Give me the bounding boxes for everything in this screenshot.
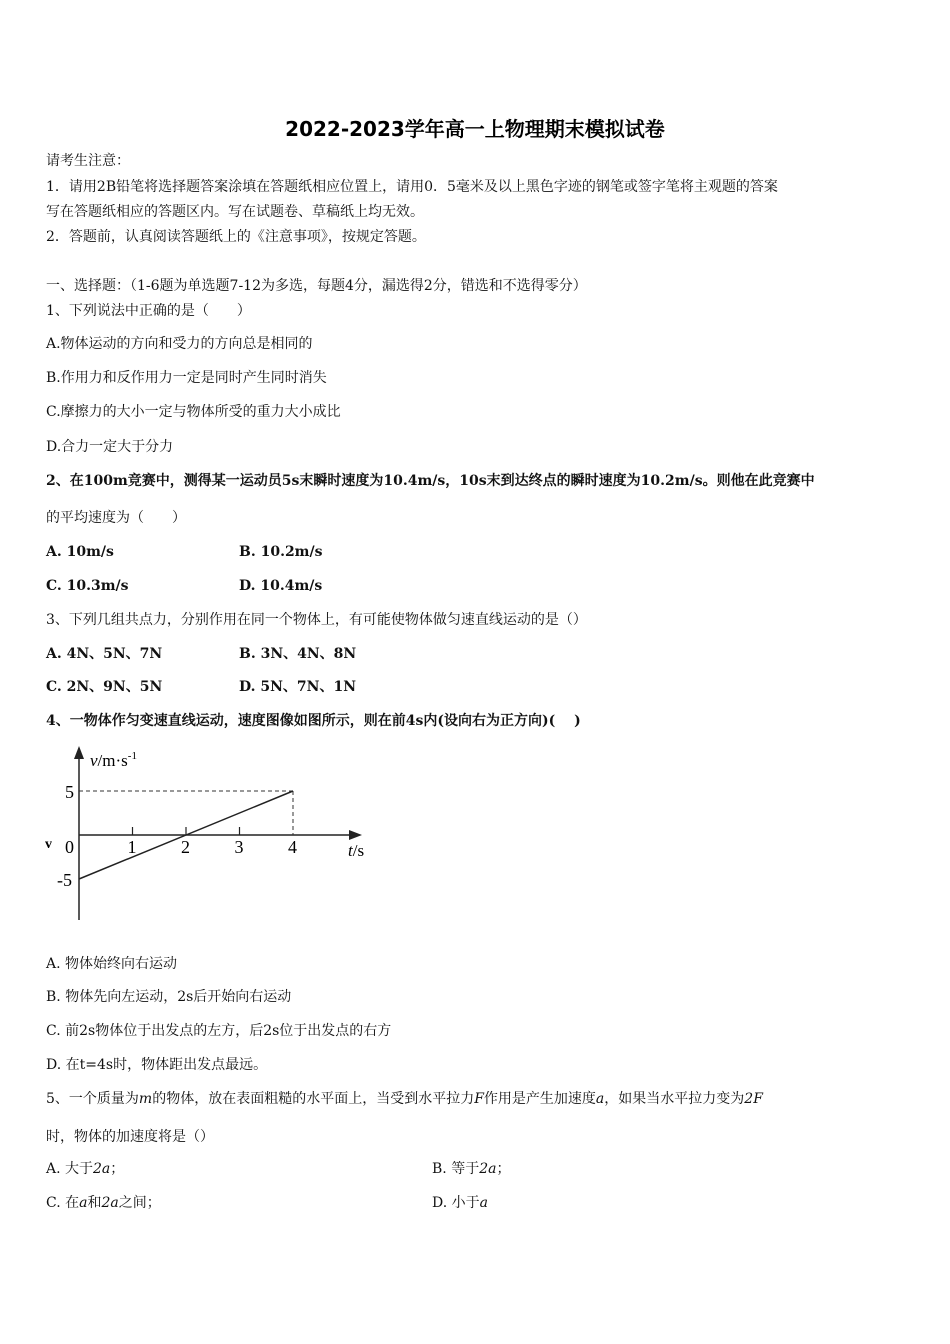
x-axis-label-main: t (348, 841, 353, 860)
x-axis-label-unit: /s (352, 841, 365, 860)
q1-option-c: C.摩擦力的大小一定与物体所受的重力大小成比 (46, 404, 341, 420)
y-axis-label-unit: /m·s (97, 751, 128, 770)
symbol-F: F (474, 1091, 484, 1107)
notice-item-1-line-2: 写在答题纸相应的答题区内。写在试题卷、草稿纸上均无效。 (46, 204, 424, 220)
q4-option-a: A. 物体始终向右运动 (46, 956, 178, 972)
q1-option-a: A.物体运动的方向和受力的方向总是相同的 (46, 336, 313, 352)
x-axis-label (348, 841, 364, 860)
graph-axes (57, 746, 365, 920)
x-axis-arrow-icon (349, 830, 362, 840)
q3-stem: 3、下列几组共点力，分别作用在同一个物体上，有可能使物体做匀速直线运动的是（） (46, 612, 587, 628)
notice-item-2: 2．答题前，认真阅读答题纸上的《注意事项》，按规定答题。 (46, 229, 426, 245)
q5-text-3: 作用是产生加速度 (483, 1091, 596, 1107)
q5-option-b-symbol: 2a (479, 1161, 497, 1177)
q2-option-a: A. 10m/s (46, 544, 114, 560)
q2-option-c: C. 10.3m/s (46, 578, 129, 594)
q1-option-b: B.作用力和反作用力一定是同时产生同时消失 (46, 370, 327, 386)
symbol-2F: 2F (744, 1091, 763, 1107)
q5-option-a-text: A. 大于 (46, 1161, 94, 1177)
x-tick-label: 2 (181, 837, 190, 857)
q5-option-c-symbol-1: a (79, 1195, 88, 1211)
symbol-m: m (138, 1091, 153, 1107)
q5-option-b (432, 1159, 510, 1179)
q3-option-c: C. 2N、9N、5N (46, 679, 163, 695)
notice-item-1-line-1: 1．请用2B铅笔将选择题答案涂填在答题纸相应位置上，请用0．5毫米及以上黑色字迹的钢笔或签字笔将主观题的答案 (46, 179, 778, 195)
q5-stem-line-2: 时，物体的加速度将是（） (46, 1129, 214, 1145)
q2-option-d: D. 10.4m/s (239, 578, 323, 594)
q5-option-c-text: C. 在 (46, 1195, 80, 1211)
q3-option-a: A. 4N、5N、7N (46, 646, 163, 662)
q5-option-d (432, 1193, 488, 1213)
q5-option-b-text: B. 等于 (432, 1161, 480, 1177)
q5-option-d-symbol: a (479, 1195, 488, 1211)
page-title: 2022-2023学年高一上物理期末模拟试卷 (285, 117, 665, 141)
q2-stem-line-1: 2、在100m竞赛中，测得某一运动员5s末瞬时速度为10.4m/s，10s末到达终点的瞬时速度为10.2m/s。则他在此竞赛中 (46, 473, 815, 489)
y-axis-label-exp: -1 (127, 750, 137, 762)
q5-option-a (46, 1159, 124, 1179)
q5-option-c (46, 1193, 161, 1213)
q5-option-c-mid: 和 (87, 1195, 102, 1211)
q5-option-c-end: 之间； (118, 1195, 161, 1211)
q5-option-a-end: ； (110, 1161, 125, 1177)
q5-stem-line-1 (46, 1089, 763, 1109)
y-axis-label-main: v (90, 751, 98, 770)
q5-option-c-symbol-2: 2a (101, 1195, 119, 1211)
q3-option-b: B. 3N、4N、8N (239, 646, 357, 662)
x-tick-label: 1 (127, 837, 137, 857)
q4-option-d: D. 在t=4s时，物体距出发点最远。 (46, 1057, 268, 1073)
q5-option-a-symbol: 2a (93, 1161, 111, 1177)
q4-option-c: C. 前2s物体位于出发点的左方，后2s位于出发点的右方 (46, 1023, 392, 1039)
q1-stem: 1、下列说法中正确的是（ ） (46, 303, 251, 319)
q4-option-b: B. 物体先向左运动，2s后开始向右运动 (46, 989, 292, 1005)
notice-heading: 请考生注意： (46, 153, 130, 169)
graph-side-label: v (45, 837, 52, 852)
section-heading: 一、选择题：（1-6题为单选题7-12为多选，每题4分，漏选得2分，错选和不选得零分） (46, 278, 587, 294)
q5-text-4: ，如果当水平拉力变为 (604, 1091, 745, 1107)
q2-option-b: B. 10.2m/s (239, 544, 323, 560)
x-tick-label: 0 (65, 837, 74, 857)
q5-option-b-end: ； (496, 1161, 511, 1177)
q4-stem: 4、一物体作匀变速直线运动，速度图像如图所示，则在前4s内(设向右为正方向)( ) (46, 713, 581, 729)
x-tick-label: 3 (234, 837, 244, 857)
x-tick-label: 4 (288, 837, 297, 857)
q1-option-d: D.合力一定大于分力 (46, 439, 174, 455)
y-axis-arrow-icon (74, 746, 84, 759)
q5-text-2: 的物体，放在表面粗糙的水平面上，当受到水平拉力 (152, 1091, 475, 1107)
q5-text-1: 5、一个质量为 (46, 1091, 139, 1107)
y-tick-label: 5 (65, 782, 74, 802)
q5-option-d-text: D. 小于 (432, 1195, 480, 1211)
q2-stem-line-2: 的平均速度为（ ） (46, 510, 186, 526)
y-tick-label: -5 (57, 870, 72, 890)
q3-option-d: D. 5N、7N、1N (239, 679, 357, 695)
y-axis-label (90, 750, 137, 770)
symbol-a: a (595, 1091, 605, 1107)
velocity-time-graph (40, 742, 380, 927)
